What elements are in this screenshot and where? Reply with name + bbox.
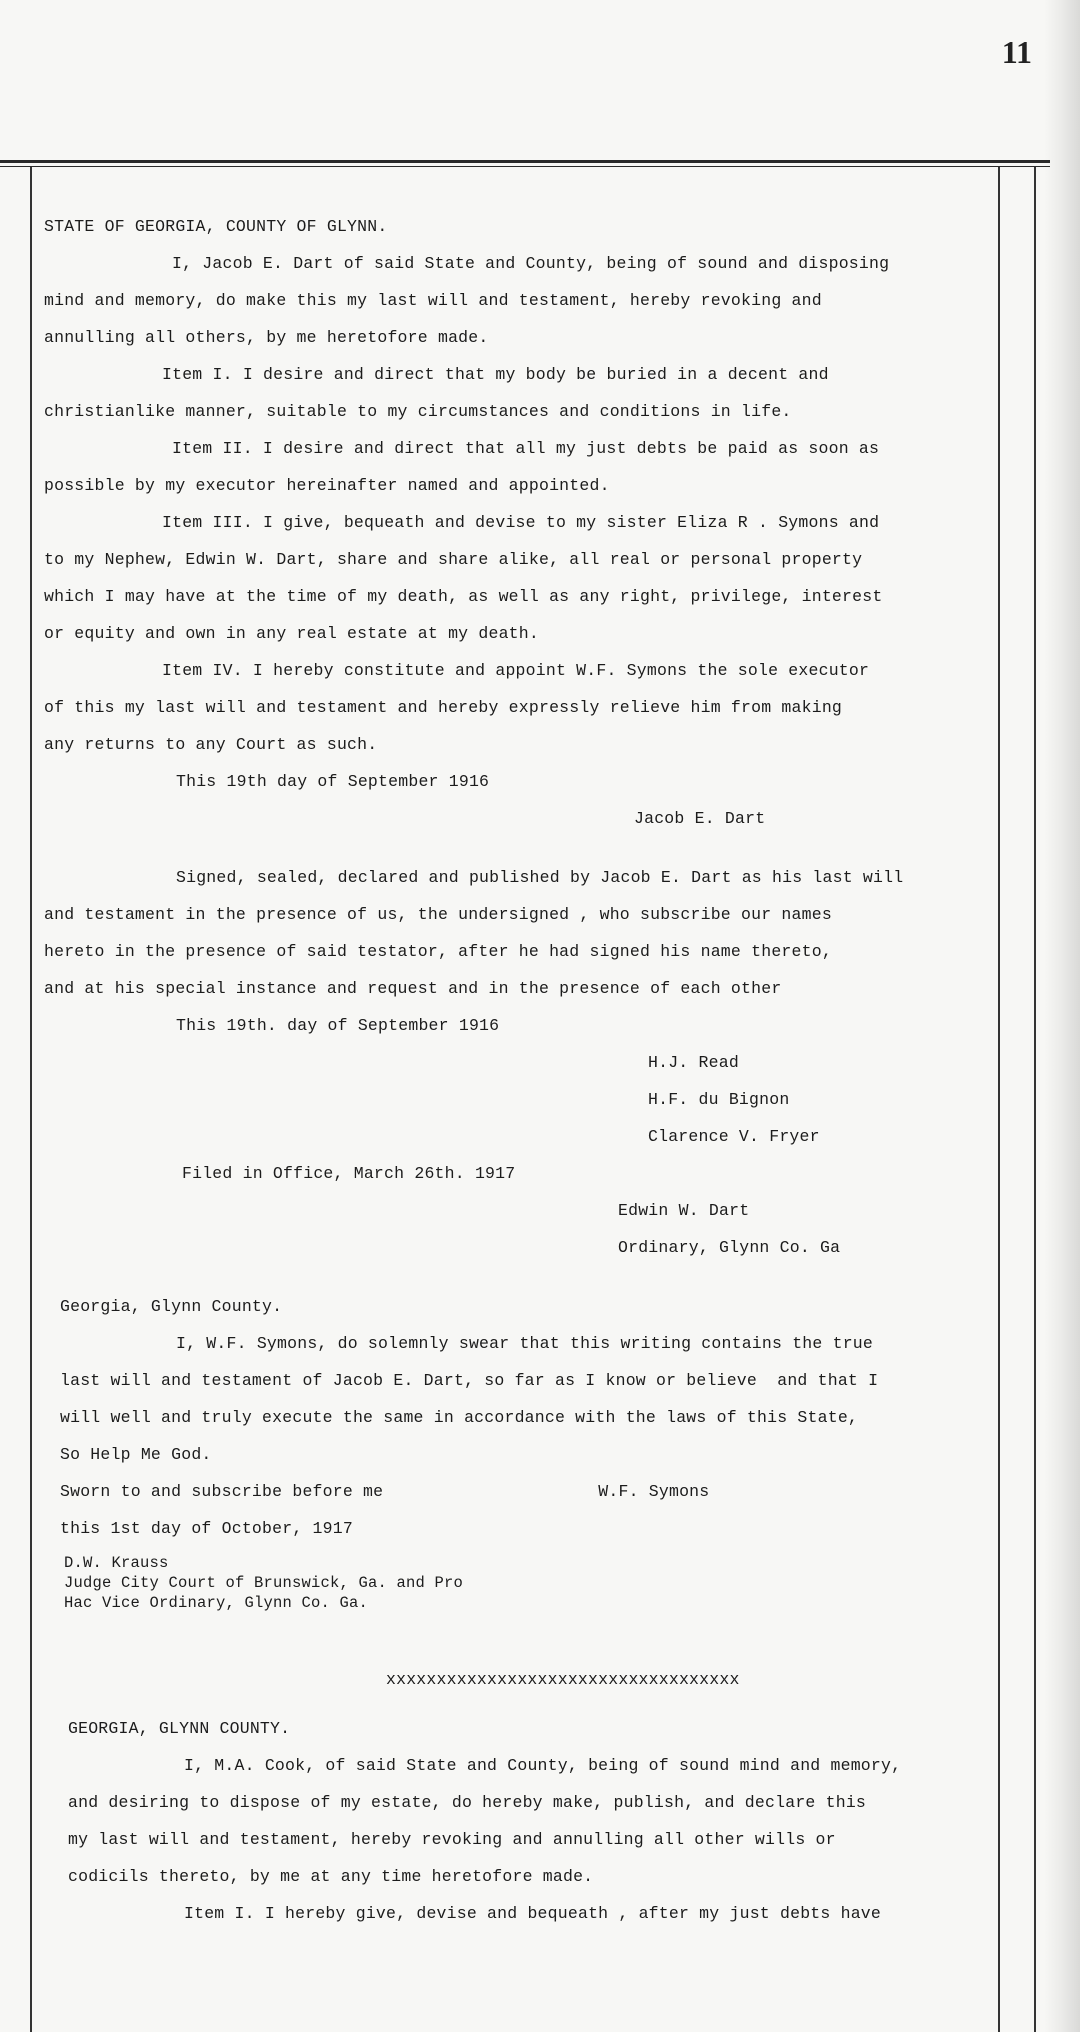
attestation-date: This 19th. day of September 1916 [176,1016,500,1035]
page-frame-outer [1034,167,1036,2032]
page-number: 11 [1001,34,1032,70]
judge-line: D.W. Krauss [64,1554,169,1572]
will1-line: any returns to any Court as such. [44,735,378,754]
filed-in-office: Filed in Office, March 26th. 1917 [182,1164,516,1183]
will1-date: This 19th day of September 1916 [176,772,490,791]
ordinary-name: Edwin W. Dart [618,1201,750,1220]
document-body [44,208,1004,1932]
judge-line: Judge City Court of Brunswick, Ga. and Pro [64,1574,464,1592]
will1-line: annulling all others, by me heretofore made. [44,328,489,347]
will1-line: to my Nephew, Edwin W. Dart, share and share alike, all real or personal property [44,550,863,569]
oath-line: will well and truly execute the same in accordance with the laws of this State, [60,1408,859,1427]
will1-line: which I may have at the time of my death, as well as any right, privilege, interest [44,587,883,606]
witness-name: H.J. Read [648,1053,739,1072]
will1-line: possible by my executor hereinafter named and appointed. [44,476,610,495]
oath-date: this 1st day of October, 1917 [60,1519,353,1538]
ordinary-title: Ordinary, Glynn Co. Ga [618,1238,841,1257]
will1-item: Item IV. I hereby constitute and appoint W.F. Symons the sole executor [162,661,870,680]
oath-line: last will and testament of Jacob E. Dart, so far as I know or believe and that I [60,1371,879,1390]
will1-heading: STATE OF GEORGIA, COUNTY OF GLYNN. [44,217,388,236]
witness-name: Clarence V. Fryer [648,1127,820,1146]
will2-line: and desiring to dispose of my estate, do hereby make, publish, and declare this [68,1793,867,1812]
section-divider: xxxxxxxxxxxxxxxxxxxxxxxxxxxxxxxxxxx [386,1670,740,1689]
witness-name: H.F. du Bignon [648,1090,790,1109]
will1-line: mind and memory, do make this my last will and testament, hereby revoking and [44,291,822,310]
judge-line: Hac Vice Ordinary, Glynn Co. Ga. [64,1594,369,1612]
attestation-line: hereto in the presence of said testator, after he had signed his name thereto, [44,942,832,961]
will1-line: or equity and own in any real estate at my death. [44,624,539,643]
header-rule [0,160,1050,163]
will2-heading: GEORGIA, GLYNN COUNTY. [68,1719,291,1738]
testator-signature: Jacob E. Dart [634,809,766,828]
attestation-line: and at his special instance and request and in the presence of each other [44,979,782,998]
will1-item: Item I. I desire and direct that my body be buried in a decent and [162,365,829,384]
oath-line: I, W.F. Symons, do solemnly swear that this writing contains the true [176,1334,874,1353]
will2-line: codicils thereto, by me at any time heretofore made. [68,1867,594,1886]
oath-heading: Georgia, Glynn County. [60,1297,283,1316]
oath-signer: W.F. Symons [598,1482,710,1501]
sworn-text: Sworn to and subscribe before me [60,1482,384,1501]
will2-item: Item I. I hereby give, devise and bequeath , after my just debts have [184,1904,882,1923]
will1-item: Item III. I give, bequeath and devise to my sister Eliza R . Symons and [162,513,880,532]
page-edge-shadow [1044,0,1080,2032]
will1-line: I, Jacob E. Dart of said State and County, being of sound and disposing [172,254,890,273]
will2-line: my last will and testament, hereby revoking and annulling all other wills or [68,1830,836,1849]
will1-item: Item II. I desire and direct that all my just debts be paid as soon as [172,439,880,458]
attestation-line: Signed, sealed, declared and published by Jacob E. Dart as his last will [176,868,904,887]
will1-line: christianlike manner, suitable to my circumstances and conditions in life. [44,402,792,421]
will2-line: I, M.A. Cook, of said State and County, being of sound mind and memory, [184,1756,902,1775]
will1-line: of this my last will and testament and hereby expressly relieve him from making [44,698,843,717]
sworn-line [44,1473,1004,1510]
attestation-line: and testament in the presence of us, the undersigned , who subscribe our names [44,905,832,924]
oath-line: So Help Me God. [60,1445,212,1464]
